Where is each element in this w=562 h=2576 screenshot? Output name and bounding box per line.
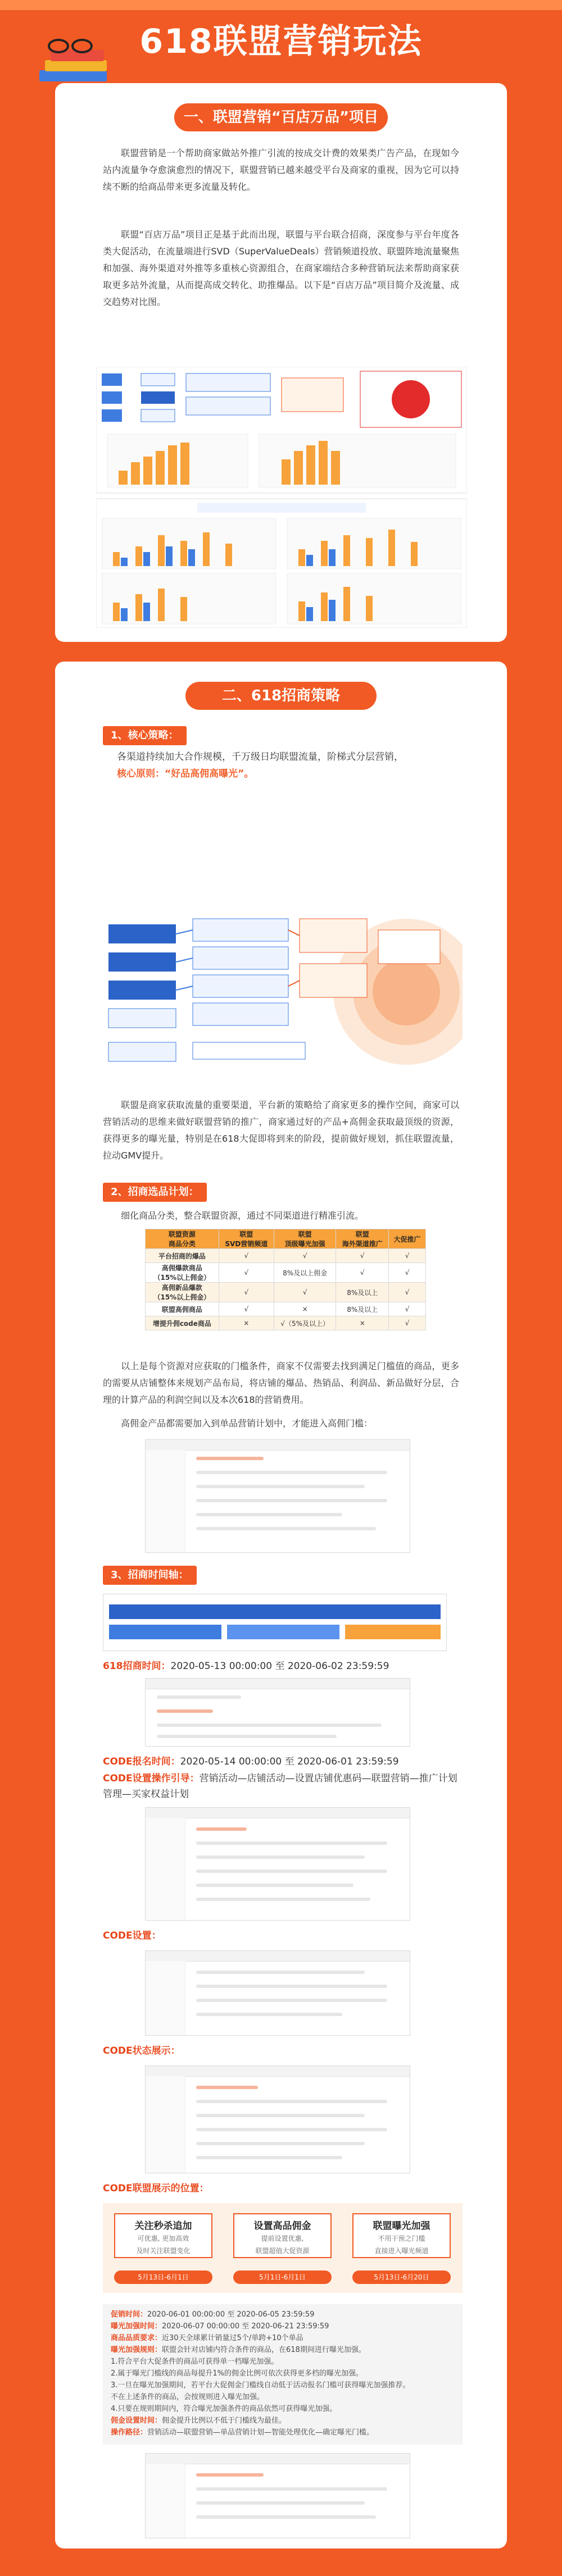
core-strategy-text: 各渠道持续加大合作规模，千万级日均联盟流量，阶梯式分层营销， 核心原则：“好品高佣高曝光”。 (117, 751, 404, 779)
table-row: 增提升佣code商品 × √（5%及以上） × √ (146, 1316, 426, 1330)
rule-label: 曝光加强时间： (111, 2322, 162, 2331)
rule-item (111, 2415, 455, 2427)
timeline-image (103, 1594, 447, 1651)
page-title: 618联盟营销玩法 (139, 22, 423, 61)
table-header-cell: 联盟资源 商品分类 (146, 1229, 219, 1249)
selection-plan-para: 细化商品分类，整合联盟资源，通过不同渠道进行精准引流。 (121, 1210, 364, 1221)
rule-item (111, 2391, 455, 2403)
footer-accent (0, 2561, 562, 2576)
table-row: 高佣新品爆款 （15%以上佣金） √ √ 8%及以上 √ (146, 1283, 426, 1302)
selection-plan-para-2: 以上是每个资源对应获取的门槛条件，商家不仅需要去找到满足门槛值的商品，更多的需要从店铺整体来规划产品布局，将店铺的爆品、热销品、利润品、新品做好分层，合理的计算产品的利润空间以及本次618的营销费用。 (103, 1361, 459, 1405)
section-heading-2: 二、618招商策略 (185, 682, 377, 710)
table-header-cell: 联盟 海外渠道推广 (336, 1229, 389, 1249)
rule-item (111, 2403, 455, 2415)
rule-text: 2020-06-07 00:00:00 至 2020-06-21 23:59:59 (162, 2322, 329, 2331)
selection-plan-para-3: 高佣金产品都需要加入到单品营销计划中，才能进入高佣门槛： (121, 1418, 373, 1429)
rule-item (111, 2344, 455, 2356)
rule-item (111, 2379, 455, 2391)
rule-item (111, 2332, 455, 2344)
promo-step-3-date: 5月13日-6月20日 (352, 2270, 451, 2284)
rule-label: 促销时间： (111, 2310, 148, 2319)
core-strategy-heading: 1、核心策略： (103, 726, 187, 745)
rule-text: 1.符合平台大促条件的商品可获得单一档曝光加强。 (111, 2358, 279, 2366)
618-signup-screenshot (145, 1678, 410, 1747)
rules-panel (103, 2304, 463, 2445)
code-position-label: CODE联盟展示的位置： (103, 2183, 209, 2194)
rule-label: 佣金设置时间： (111, 2417, 162, 2425)
rule-label: 曝光加强规则： (111, 2346, 162, 2354)
code-setting-screenshot (145, 1950, 410, 2036)
table-header-cell: 大促推广 (389, 1229, 426, 1249)
table-row: 平台招商的爆品 √ √ √ √ (146, 1249, 426, 1263)
rule-text: 4.只要在规则期间内，符合曝光加强条件的商品依然可获得曝光加强。 (111, 2405, 337, 2413)
table-header-cell: 联盟 顶级曝光加强 (274, 1229, 336, 1249)
table-row: 高佣爆款商品 （15%以上佣金） √ 8%及以上佣金 √ √ (146, 1263, 426, 1283)
promo-steps-panel (103, 2203, 463, 2293)
618-time-line: 618招商时间：2020-05-13 00:00:00 至 2020-06-02 23:59:59 (103, 1661, 389, 1672)
rule-item (111, 2309, 455, 2320)
rule-item (111, 2427, 455, 2438)
rule-text: 佣金提升比例以不低于门槛线为最佳。 (162, 2417, 287, 2425)
strategy-para: 联盟是商家获取流量的重要渠道，平台新的策略给了商家更多的操作空间，商家可以营销活动的思维来做好联盟营销的推广，商家通过好的产品+高佣金获取最顶级的资源，获得更多的曝光量，特别是在618大促即将到来的阶段，提前做好规划，抓住联盟流量，拉动GMV提升。 (103, 1100, 459, 1161)
rule-item (111, 2368, 455, 2379)
code-setting-label: CODE设置： (103, 1930, 161, 1941)
section-heading-1: 一、联盟营销“百店万品”项目 (174, 103, 388, 131)
table-row: 联盟高佣商品 √ × 8%及以上 √ (146, 1302, 426, 1316)
rule-text: 不在上述条件的商品，会按规则进入曝光加强。 (111, 2393, 265, 2401)
selection-plan-heading: 2、招商选品计划： (103, 1183, 207, 1202)
rule-text: 2.属于曝光门槛线的商品每提升1%的佣金比例可依次获得更多档的曝光加强。 (111, 2369, 364, 2378)
promo-step-1-date: 5月13日-6月1日 (114, 2270, 212, 2284)
rule-item (111, 2356, 455, 2368)
rule-text: 2020-06-01 00:00:00 至 2020-06-05 23:59:59 (147, 2310, 315, 2319)
code-status-label: CODE状态展示： (103, 2045, 180, 2057)
code-status-screenshot (145, 2066, 410, 2173)
promo-step-1: 关注秒杀追加 可优惠, 更加高效 及时关注联盟变化 (114, 2213, 212, 2258)
strategy-diagram-graphic (103, 908, 463, 1087)
code-setting-guide-screenshot (145, 1807, 410, 1921)
promo-step-2: 设置高品佣金 提前设置优惠, 联盟超值大促资源 (233, 2213, 332, 2258)
timeline-heading: 3、招商时间轴： (103, 1566, 197, 1585)
section-card-2 (55, 662, 507, 2548)
overview-chart-graphic (96, 367, 467, 628)
promo-step-3: 联盟曝光加强 不用干预之门槛 直接进入曝光频道 (352, 2213, 451, 2258)
project-overview-chart-image (96, 367, 467, 628)
promo-step-2-date: 5月1日-6月1日 (233, 2270, 332, 2284)
strategy-diagram (103, 908, 463, 1087)
code-signup-time-line: CODE报名时间：2020-05-14 00:00:00 至 2020-06-01 23:59:59 (103, 1756, 399, 1767)
rule-item (111, 2320, 455, 2332)
resource-table-header (146, 1229, 426, 1249)
rule-label: 商品品质要求： (111, 2334, 162, 2342)
code-setting-guide-line: CODE设置操作引导：营销活动—店铺活动—设置店铺优惠码—联盟营销—推广计划管理—买家权益计划 (103, 1773, 457, 1800)
top-accent-bar (0, 0, 562, 10)
table-header-cell: 联盟 SVD营销频道 (219, 1229, 274, 1249)
rule-text: 联盟会针对店铺内符合条件的商品，在618期间进行曝光加强。 (162, 2346, 366, 2354)
section1-para-2: 联盟“百店万品”项目正是基于此而出现，联盟与平台联合招商，深度参与平台年度各类大促活动，在流量端进行SVD（SuperValueDeals）营销频道投放、联盟阵地流量聚焦和加强、海外渠道对外推等多重核心资源组合，在商家端结合多种营销玩法来帮助商家获取更多站外流量，从而提高成交转化、助推爆品。以下是“百店万品”项目简介及流量、成交趋势对比图。 (103, 229, 459, 307)
section1-para-1: 联盟营销是一个帮助商家做站外推广引流的按成交计费的效果类广告产品，在现如今站内流量争夺愈演愈烈的情况下，联盟营销已越来越受平台及商家的重视，因为它可以持续不断的给商品带来更多流量及转化。 (103, 148, 459, 192)
rule-text: 营销活动—联盟营销—单品营销计划—智能处理优化—确定曝光门槛。 (147, 2428, 374, 2437)
section-card-1 (55, 83, 507, 642)
rule-text: 3.一旦在曝光加强期间，若平台大促佣金门槛线自动低于活动报名门槛可获得曝光加强推荐。 (111, 2381, 410, 2390)
single-item-plan-screenshot (145, 1439, 410, 1553)
resource-table (145, 1229, 426, 1330)
rule-label: 操作路径： (111, 2428, 148, 2437)
exposure-screenshot (145, 2453, 410, 2538)
rule-text: 近30天全球累计销量过5个/单跨+10个单品 (162, 2334, 303, 2342)
